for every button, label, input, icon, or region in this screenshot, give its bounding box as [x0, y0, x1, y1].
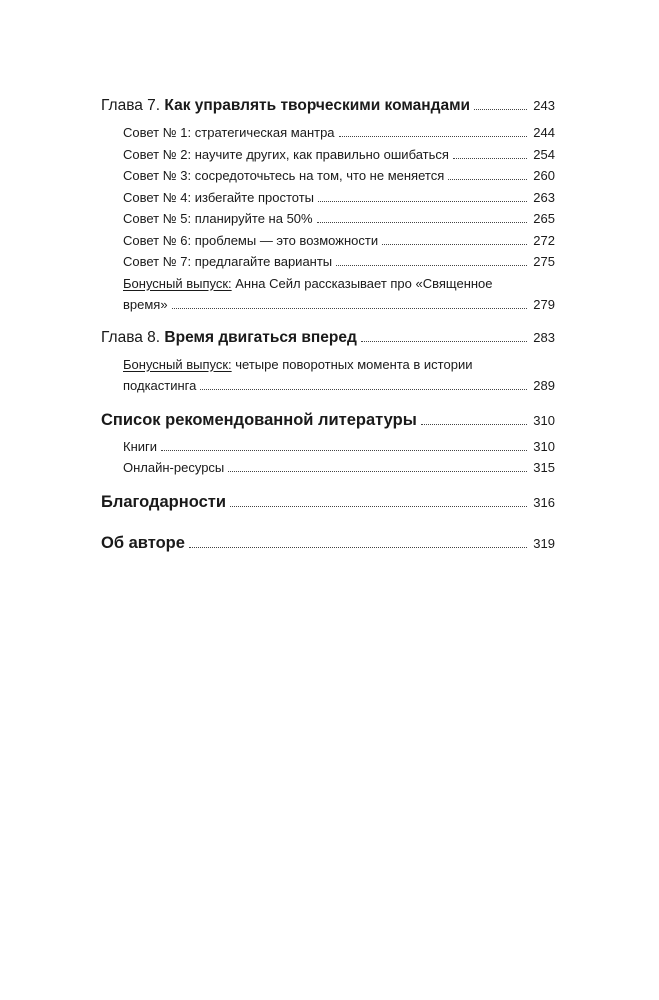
bonus-text-line-2: время»: [123, 297, 168, 312]
toc-item[interactable]: [123, 122, 555, 144]
toc-item-page: 315: [533, 460, 555, 475]
chapter-8-heading[interactable]: [101, 328, 555, 348]
dot-leader: [421, 424, 528, 425]
toc-item-text: Совет № 1: стратегическая мантра: [123, 125, 335, 140]
chapter-7-page: 243: [533, 98, 555, 113]
toc-item[interactable]: [123, 457, 555, 479]
dot-leader: [189, 547, 527, 548]
chapter-7-heading[interactable]: [101, 96, 555, 116]
reading-list-items: [123, 436, 555, 479]
toc-item-text: Совет № 5: планируйте на 50%: [123, 211, 313, 226]
chapter-7-title: Как управлять творческими командами: [164, 97, 471, 114]
chapter-8-title: Время двигаться вперед: [164, 328, 357, 346]
dot-leader: [339, 136, 528, 137]
dot-leader: [317, 222, 528, 223]
dot-leader: [161, 450, 527, 451]
chapter-7-bonus-item[interactable]: [123, 273, 555, 316]
toc-item[interactable]: [123, 165, 555, 187]
about-author-title: Об авторе: [101, 533, 185, 552]
bonus-prefix: Бонусный выпуск:: [123, 275, 232, 291]
toc-item[interactable]: [123, 208, 555, 230]
bonus-text-line-1: четыре поворотных момента в истории: [235, 356, 473, 372]
dot-leader: [200, 389, 527, 390]
toc-item-page: 310: [533, 438, 555, 454]
reading-list-title: Список рекомендованной литературы: [101, 410, 417, 429]
chapter-7-label: Глава 7.: [101, 97, 161, 114]
chapter-8-bonus-item[interactable]: [123, 354, 555, 397]
toc-item-text: Совет № 6: проблемы — это возможности: [123, 232, 379, 248]
toc-item-text: Совет № 2: научите других, как правильно ошибаться: [123, 146, 449, 162]
dot-leader: [474, 109, 527, 110]
toc-item-page: 272: [533, 232, 555, 248]
toc-item-text: Онлайн-ресурсы: [123, 460, 225, 475]
toc-item-page: 260: [533, 168, 555, 183]
acknowledgements-heading[interactable]: [101, 491, 555, 514]
toc-item[interactable]: [123, 187, 555, 209]
toc-item-text: Совет № 7: предлагайте варианты: [123, 254, 333, 269]
toc-item-page: 265: [533, 211, 555, 226]
toc-item[interactable]: [123, 230, 555, 252]
toc-item-page: 244: [533, 125, 555, 140]
toc-item-text: Совет № 4: избегайте простоты: [123, 189, 315, 205]
toc-item-page: 263: [533, 189, 555, 205]
about-author-heading[interactable]: [101, 532, 555, 555]
toc-item-page: 254: [533, 146, 555, 162]
toc-item-page: 279: [533, 297, 555, 312]
chapter-8-items: [123, 354, 555, 397]
bonus-text-line-2: подкастинга: [123, 378, 197, 393]
toc-item-text: Книги: [123, 438, 158, 454]
reading-list-heading[interactable]: [101, 409, 555, 432]
table-of-contents: [101, 96, 555, 559]
toc-item-page: 275: [533, 254, 555, 269]
dot-leader: [318, 201, 527, 202]
chapter-8-page: 283: [533, 329, 555, 345]
about-author-page: 319: [533, 535, 555, 551]
dot-leader: [453, 158, 527, 159]
dot-leader: [228, 471, 527, 472]
dot-leader: [361, 341, 527, 342]
reading-list-page: 310: [533, 412, 555, 428]
dot-leader: [382, 244, 527, 245]
acknowledgements-page: 316: [533, 494, 555, 510]
dot-leader: [448, 179, 527, 180]
toc-item[interactable]: [123, 436, 555, 458]
dot-leader: [336, 265, 527, 266]
bonus-prefix: Бонусный выпуск:: [123, 356, 232, 372]
toc-item-page: 289: [533, 378, 555, 393]
toc-item[interactable]: [123, 144, 555, 166]
chapter-8-label: Глава 8.: [101, 328, 161, 346]
dot-leader: [172, 308, 528, 309]
acknowledgements-title: Благодарности: [101, 492, 226, 511]
dot-leader: [230, 506, 527, 507]
chapter-7-items: [123, 122, 555, 316]
toc-item-text: Совет № 3: сосредоточьтесь на том, что не меняется: [123, 168, 445, 183]
toc-item[interactable]: [123, 251, 555, 273]
bonus-text-line-1: Анна Сейл рассказывает про «Священное: [235, 275, 493, 291]
